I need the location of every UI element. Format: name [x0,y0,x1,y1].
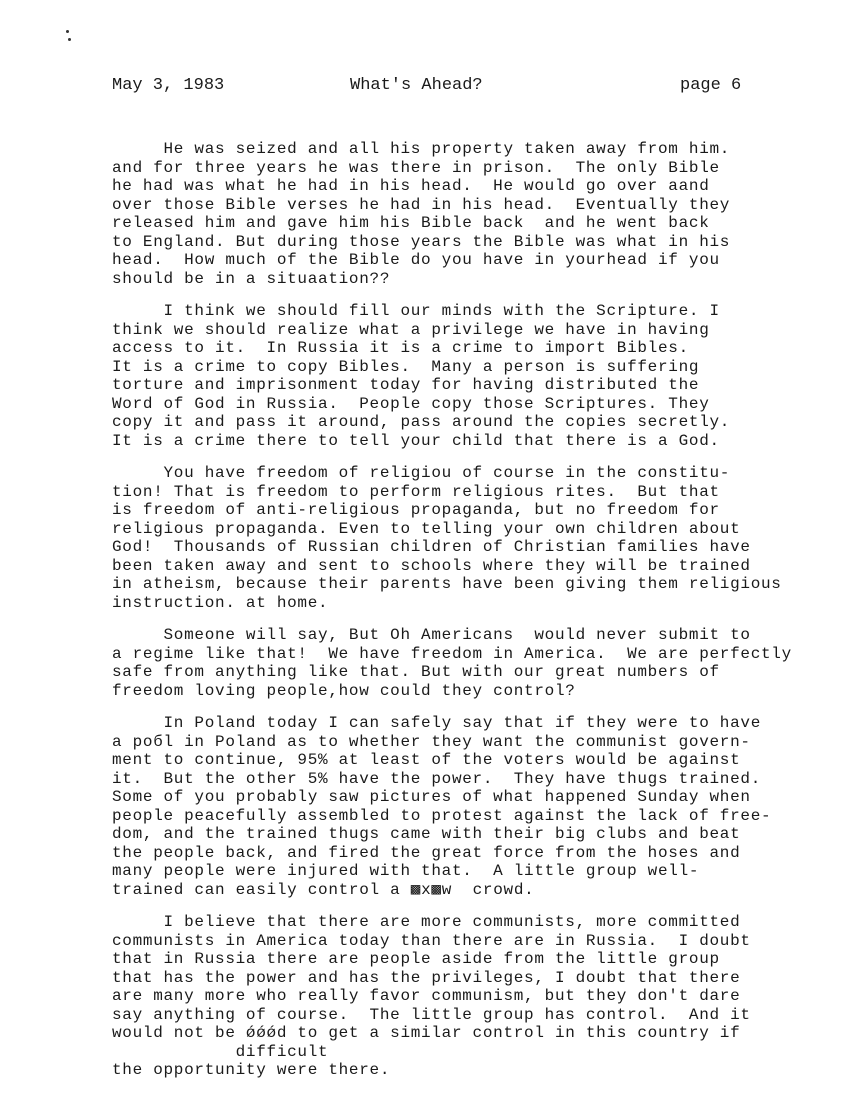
text-line: Someone will say, But Oh Americans would never submit to [112,626,751,644]
text-line: copy it and pass it around, pass around the copies secretly. [112,413,731,431]
header-title: What's Ahead? [350,76,483,95]
paragraph [112,913,751,1080]
text-line: that in Russia there are people aside from the little group [112,950,720,968]
text-line: You have freedom of religiou of course in the constitu- [112,464,731,482]
text-line: he had was what he had in his head. He would go over aand [112,177,710,195]
text-line: access to it. In Russia it is a crime to import Bibles. [112,339,689,357]
text-line: instruction. at home. [112,593,329,612]
text-line: In Poland today I can safely say that if they were to have [112,714,761,732]
stray-mark [68,38,71,41]
paragraph [112,714,771,899]
text-line: over those Bible verses he had in his head. Eventually they [112,195,731,214]
paragraph [112,626,792,700]
text-line: a poбl in Poland as to whether they want the communist govern- [112,732,751,751]
text-line: been taken away and sent to schools where they will be trained [112,556,751,575]
text-line: religious propaganda. Even to telling your own children about [112,519,741,538]
text-line: trained can easily control a ▩x▩w crowd. [112,880,535,899]
text-line: the opportunity were there. [112,1061,391,1079]
text-line: difficult [112,1042,329,1061]
stray-mark [66,30,69,33]
text-line: should be in a situaation?? [112,269,391,288]
text-line: I think we should fill our minds with the Scripture. I [112,302,720,320]
text-line: released him and gave him his Bible back and he went back [112,214,710,232]
text-line: it. But the other 5% have the power. They have thugs trained. [112,769,761,788]
text-line: ment to continue, 95% at least of the voters would be against [112,751,741,769]
text-line: many people were injured with that. A little group well- [112,862,700,880]
text-line: a regime like that! We have freedom in America. We are perfectly [112,644,792,663]
header-date: May 3, 1983 [112,76,225,95]
text-line: say anything of course. The little group has control. And it [112,1005,751,1024]
text-line: It is a crime there to tell your child that there is a God. [112,431,720,450]
text-line: that has the power and has the privileges, I doubt that there [112,968,741,987]
text-line: He was seized and all his property taken away from him. [112,140,731,158]
text-line: head. How much of the Bible do you have in yourhead if you [112,251,720,269]
paragraph [112,302,730,450]
text-line: Some of you probably saw pictures of what happened Sunday when [112,788,751,806]
text-line: I believe that there are more communists, more committed [112,913,741,931]
text-line: It is a crime to copy Bibles. Many a person is suffering [112,357,700,376]
paragraph [112,464,782,612]
text-line: God! Thousands of Russian children of Christian families have [112,538,751,556]
text-line: is freedom of anti-religious propaganda, but no freedom for [112,501,720,519]
text-line: in atheism, because their parents have been giving them religious [112,575,782,593]
text-line: the people back, and fired the great force from the hoses and [112,843,741,862]
text-line: torture and imprisonment today for having distributed the [112,376,700,394]
text-line: to England. But during those years the Bible was what in his [112,232,731,251]
text-line: and for three years he was there in prison. The only Bible [112,158,720,177]
text-line: think we should realize what a privilege we have in having [112,320,710,339]
text-line: people peacefully assembled to protest against the lack of free- [112,806,772,825]
header-page-number: page 6 [680,76,742,95]
paragraph [112,140,730,288]
text-line: would not be ǿǿǿd to get a similar control in this country if [112,1024,741,1042]
text-line: are many more who really favor communism, but they don't dare [112,987,741,1005]
text-line: freedom loving people,how could they control? [112,681,576,700]
text-line: tion! That is freedom to perform religious rites. But that [112,482,720,501]
text-line: communists in America today than there are in Russia. I doubt [112,931,751,950]
text-line: safe from anything like that. But with our great numbers of [112,663,720,681]
text-line: dom, and the trained thugs came with their big clubs and beat [112,825,741,843]
text-line: Word of God in Russia. People copy those Scriptures. They [112,394,710,413]
